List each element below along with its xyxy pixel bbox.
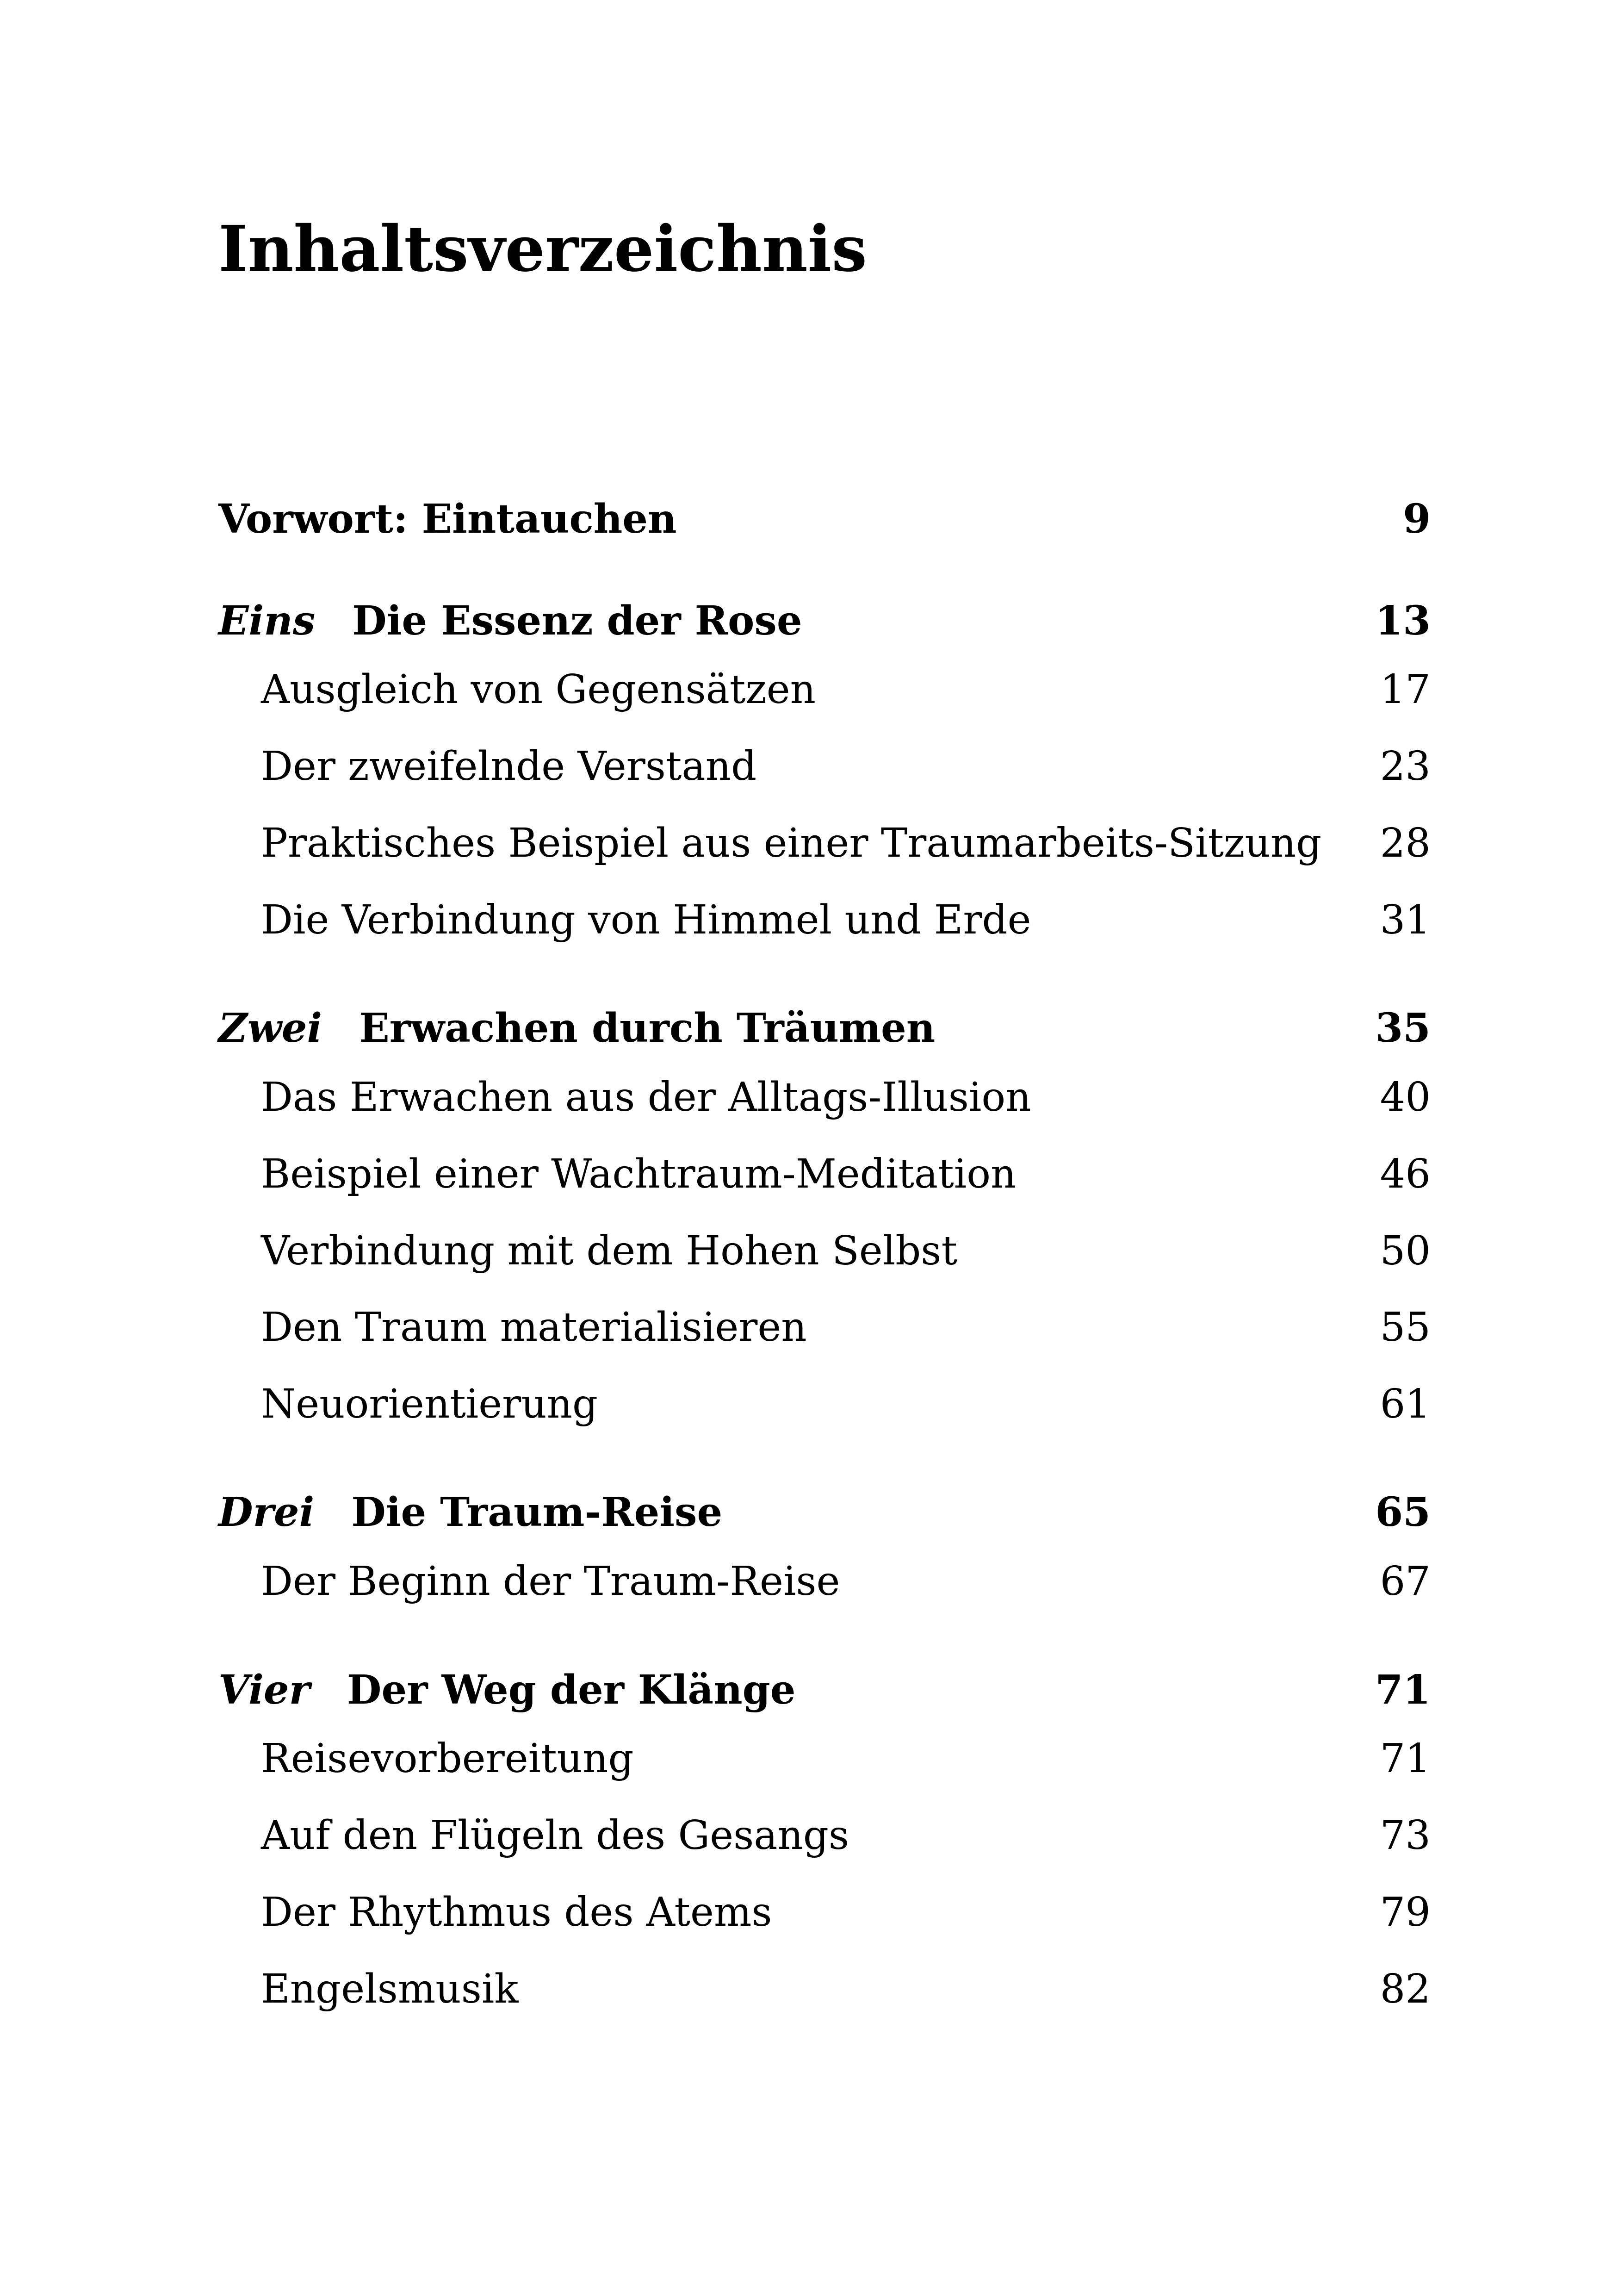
toc-section-entry: [218, 1070, 1431, 1125]
entry-title: Der Rhythmus des Atems: [261, 1889, 772, 1935]
page-number: 71: [1380, 1736, 1431, 1782]
entry-title: Die Traum-Reise: [351, 1489, 723, 1536]
entry-title: Vorwort: Eintauchen: [218, 496, 677, 542]
entry-label: [218, 496, 677, 542]
entry-title: Der Weg der Klänge: [347, 1667, 796, 1713]
chapter-number: Eins: [218, 597, 316, 644]
toc-section-entry: [218, 1376, 1431, 1432]
entry-label: [218, 1381, 598, 1427]
toc-section-entry: [218, 1808, 1431, 1863]
entry-label: [218, 1489, 723, 1536]
page-number: 35: [1375, 1005, 1431, 1052]
entry-title: Engelsmusik: [261, 1966, 519, 2012]
page-number: 23: [1380, 743, 1431, 790]
toc-section-entry: [218, 1146, 1431, 1202]
entry-title: Verbindung mit dem Hohen Selbst: [261, 1228, 957, 1274]
toc-section-entry: [218, 1300, 1431, 1355]
page-number: 55: [1380, 1304, 1431, 1350]
toc-section-entry: [218, 1885, 1431, 1940]
entry-title: Neuorientierung: [261, 1381, 598, 1427]
page-number: 79: [1380, 1889, 1431, 1935]
page-number: 82: [1380, 1966, 1431, 2012]
chapter-number: Zwei: [218, 1005, 322, 1052]
chapter-number: Drei: [218, 1489, 315, 1536]
entry-label: [218, 743, 757, 790]
toc-section-entry: [218, 662, 1431, 717]
page-number: 17: [1380, 666, 1431, 713]
toc-section-entry: [218, 739, 1431, 794]
entry-label: [218, 1558, 840, 1605]
entry-label: [218, 1151, 1017, 1197]
page-number: 65: [1375, 1489, 1431, 1536]
toc-chapter-entry: [218, 492, 1431, 547]
toc-section-entry: [218, 1554, 1431, 1609]
toc-chapter-entry: [218, 1001, 1431, 1056]
entry-title: Der Beginn der Traum-Reise: [261, 1558, 840, 1605]
entry-label: [218, 597, 802, 644]
page-number: 50: [1380, 1228, 1431, 1274]
page-number: 9: [1403, 496, 1431, 542]
entry-title: Die Essenz der Rose: [352, 597, 802, 644]
entry-label: [218, 666, 816, 713]
entry-label: [218, 1667, 796, 1713]
entry-label: [218, 1966, 519, 2012]
toc-chapter-entry: [218, 593, 1431, 649]
toc-chapter-entry: [218, 1485, 1431, 1540]
toc-section-entry: [218, 892, 1431, 948]
table-of-contents: [218, 0, 1431, 2296]
entry-title: Das Erwachen aus der Alltags-Illusion: [261, 1074, 1031, 1120]
page-number: 71: [1375, 1667, 1431, 1713]
entry-title: Der zweifelnde Verstand: [261, 743, 757, 790]
entry-label: [218, 1304, 807, 1350]
chapter-number: Vier: [218, 1667, 310, 1713]
page-number: 61: [1380, 1381, 1431, 1427]
entry-label: [218, 1074, 1031, 1120]
page-number: 31: [1380, 897, 1431, 943]
page-number: 67: [1380, 1558, 1431, 1605]
entry-label: [218, 1005, 936, 1052]
page-number: 13: [1375, 597, 1431, 644]
entry-label: [218, 1228, 957, 1274]
entry-title: Ausgleich von Gegensätzen: [261, 666, 816, 713]
entry-title: Reisevorbereitung: [261, 1736, 634, 1782]
entry-title: Auf den Flügeln des Gesangs: [261, 1812, 849, 1859]
entry-title: Den Traum materialisieren: [261, 1304, 807, 1350]
page-title: Inhaltsverzeichnis: [218, 212, 867, 286]
entry-label: [218, 820, 1322, 866]
page-number: 46: [1380, 1151, 1431, 1197]
entry-title: Die Verbindung von Himmel und Erde: [261, 897, 1031, 943]
page-number: 28: [1380, 820, 1431, 866]
entry-label: [218, 1736, 634, 1782]
entry-label: [218, 1889, 772, 1935]
toc-section-entry: [218, 1731, 1431, 1786]
entry-label: [218, 1812, 849, 1859]
entry-label: [218, 897, 1031, 943]
toc-section-entry: [218, 815, 1431, 871]
toc-chapter-entry: [218, 1662, 1431, 1718]
entry-title: Praktisches Beispiel aus einer Traumarbeits-Sitzung: [261, 820, 1322, 866]
entry-title: Beispiel einer Wachtraum-Meditation: [261, 1151, 1017, 1197]
page-number: 40: [1380, 1074, 1431, 1120]
toc-section-entry: [218, 1961, 1431, 2017]
page-number: 73: [1380, 1812, 1431, 1859]
entry-title: Erwachen durch Träumen: [359, 1005, 936, 1052]
toc-section-entry: [218, 1223, 1431, 1279]
